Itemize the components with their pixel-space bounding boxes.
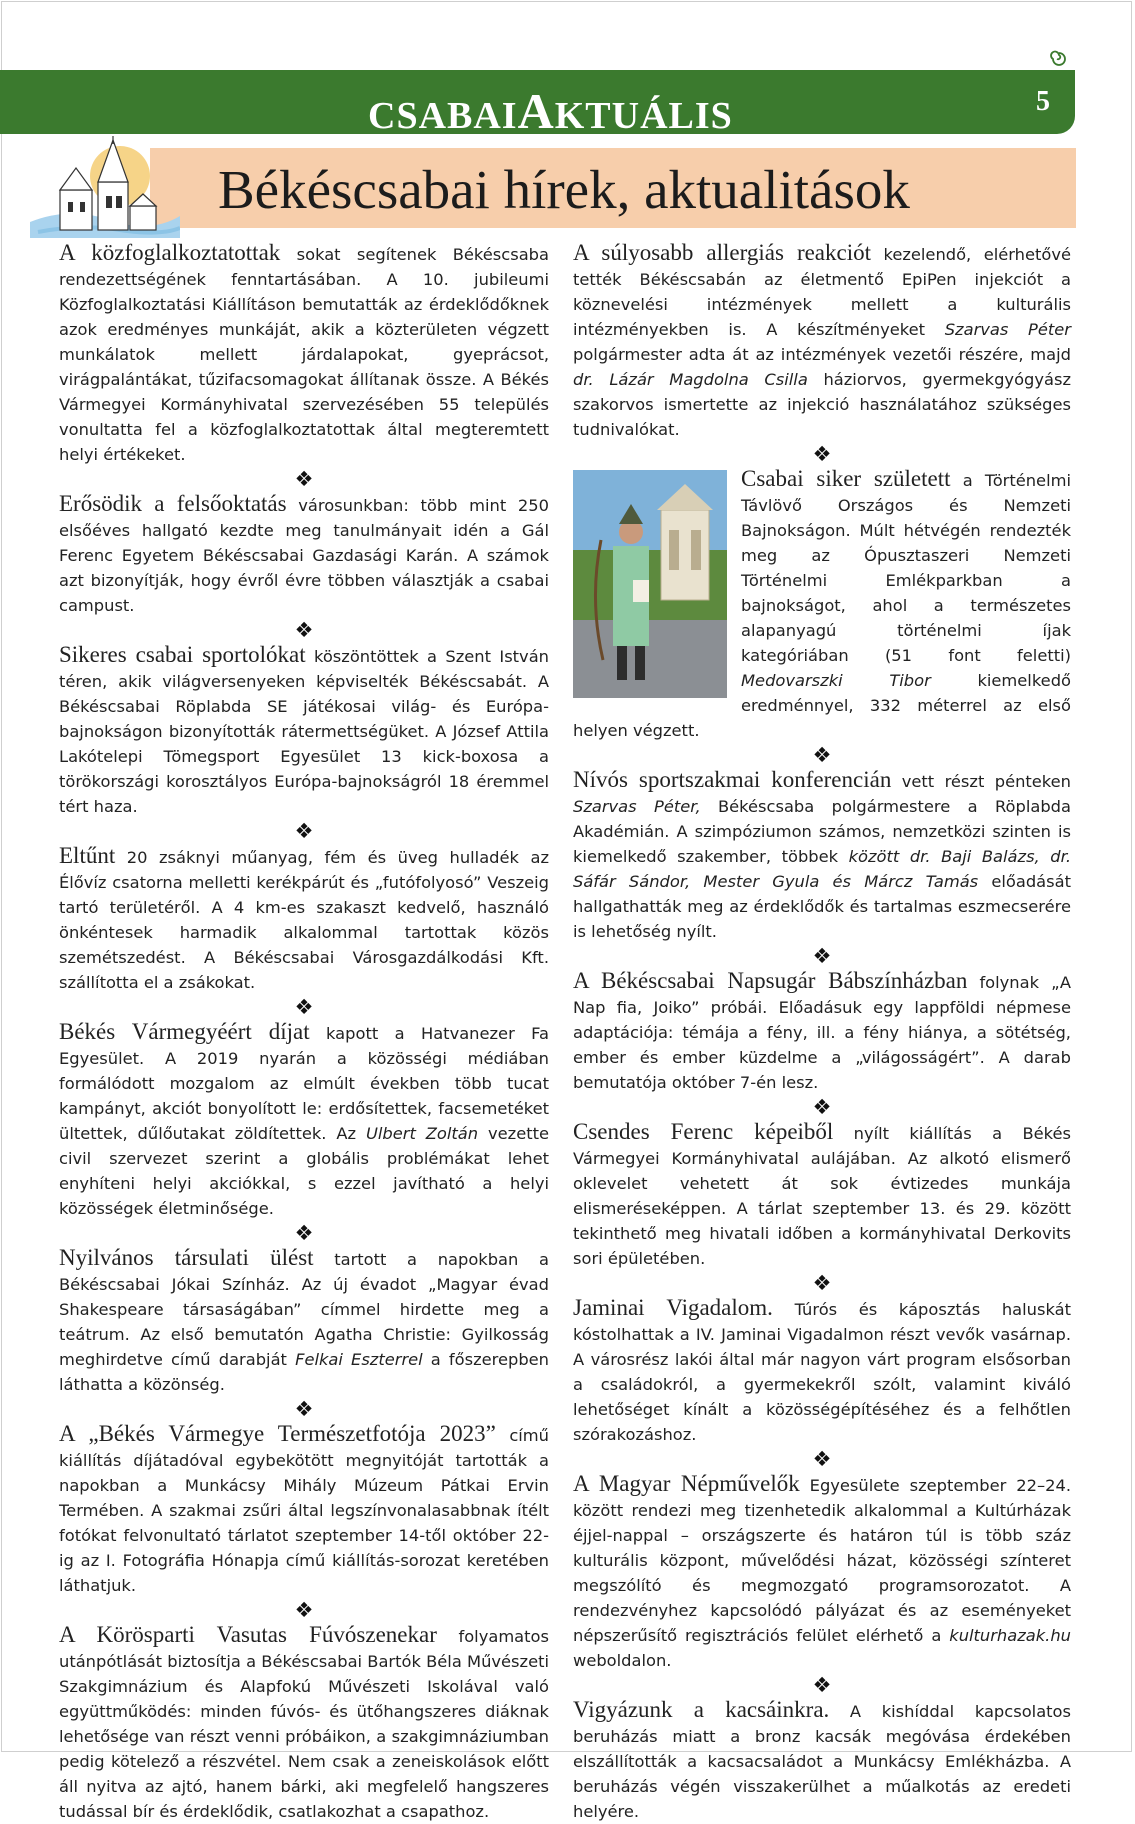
item-text: vezette civil szervezet szerint a globális problémákat lehet enyhíteni helyi akciókkal, s ezzel javítható a helyi közösségek életminősége. [59,1124,549,1218]
item-lead: A „Békés Vármegye Természetfotója 2023” [59,1421,496,1446]
item-name-italic: kulturhazak.hu [949,1626,1071,1645]
masthead-title [368,82,733,138]
item-name-italic: között dr. Baji Balázs, dr. Sáfár Sándor, Mester Gyula és Márcz Tamás [573,847,1071,891]
item-lead: Sikeres csabai sportolókat [59,642,306,667]
separator-icon: ❖ [294,1221,314,1245]
item-lead: Csabai siker született [741,466,951,491]
church-illustration-icon [30,136,180,238]
item-lead: Nyilvános társulati ülést [59,1245,314,1270]
item-text: című kiállítás díjátadóval egybekötött megnyitóját tartották a napokban a Munkácsy Mihály Múzeum Pátkai Ervin Termében. A szakmai zsűri által legszínvonalasabbnak ítélt fotókat felvonultató tárlatot szeptember 14-től október 22-ig az I. Fotográfia Hónapja című kiállítás-sorozat keretében láthatjuk. [59,1426,549,1595]
item-lead: A Magyar Népművelők [573,1471,800,1496]
item-text: a főszerepben láthatta a közönség. [59,1350,550,1394]
item-lead: A Békéscsabai Napsugár Bábszínházban [573,968,968,993]
news-item [573,767,1071,944]
news-item [573,240,1071,442]
brand-rest: KTUÁLIS [554,95,733,137]
item-text: kezelendő, elérhetővé tették Békéscsabán az életmentő EpiPen injekciót a köznevelési intézmények mellett a kulturális intézményekben is. A készítményeket [573,245,1071,339]
news-item [59,491,549,618]
item-text: 20 zsáknyi műanyag, fém és üveg hulladék az Élővíz csatorna melletti kerékpárút és „futófolyosó” Veszeig tartó területéről. A 4 km-es szakaszt kedvelő, használó önkéntesek harmadik alkalommal tartottak közös szemétszedést. A Békéscsabai Városgazdálkodási Kft. szállította el a zsákokat. [59,848,549,992]
item-text: előadását hallgathatták meg az érdeklődők és tartalmas eszmecserére is lehetőség nyílt. [573,872,1072,941]
item-name-italic: Ulbert Zoltán [365,1124,479,1143]
item-text: nyílt kiállítás a Békés Vármegyei Kormányhivatal aulájában. Az alkotó elismerő oklevelet vehetett át sok évtizedes munkája elismeréseképpen. A tárlat szeptember 13. és 29. között tekinthető meg hivatali időben a kormányhivatal Derkovits sori épületében. [573,1124,1071,1268]
news-item [59,1622,549,1824]
news-item [59,843,549,995]
item-name-italic: Felkai Eszterrel [295,1350,423,1369]
item-lead: Csendes Ferenc képeiből [573,1119,834,1144]
brand-prefix: CSABAI [368,95,518,137]
news-item [573,1471,1071,1673]
news-item [573,466,1071,743]
page-headline: Békéscsabai hírek, aktualitások [218,159,910,220]
separator-icon: ❖ [294,995,314,1019]
item-lead: Jaminai Vigadalom. [573,1295,773,1320]
item-lead: A közfoglalkoztatottak [59,240,281,265]
brand-initial: A [517,83,555,139]
item-text: A kishíddal kapcsolatos beruházás miatt a bronz kacsák megóvása érdekében elszállították a kacsacsaládot a Munkácsy Emlékházba. A beruházás végén visszakerülhet a műalkotás az eredeti helyére. [573,1702,1071,1821]
item-text: kapott a Hatvanezer Fa Egyesület. A 2019 nyarán a közösségi médiában formálódott mozgalom az elmúlt években több tucat kampányt, akciót bonyolított le: erdősítettek, facsemetéket ültettek, dűlőutakat zöldítettek. Az [59,1024,549,1143]
separator-icon: ❖ [812,442,832,466]
item-lead: Eltűnt [59,843,116,868]
item-name-italic: Medovarszki Tibor [741,671,931,690]
item-text: folyamatos utánpótlását biztosítja a Békéscsabai Bartók Béla Művészeti Szakgimnázium és Alapfokú Művészeti Iskolával való együttműködés: minden fúvós- és ütőhangszeres diáknak lehetősége van részt venni próbáikon, a szakgimnáziumban pedig kötelező a részvétel. Nem csak a zeneiskolások előtt áll nyitva az ajtó, hanem bárki, aki megfelelő hangszeres tudással bír és érdeklődik, csatlakozhat a csapathoz. [59,1627,549,1821]
item-lead: A súlyosabb allergiás reakciót [573,240,872,265]
news-item [573,1697,1071,1824]
item-text: Túrós és káposztás haluskát kóstolhattak a IV. Jaminai Vigadalmon részt vevők vasárnap. A városrész lakói által már nagyon várt program elsősorban a családokról, a gyermekekről szólt, valamint kiváló lehetőséget kínált a közösségépítéséhez és a felhőtlen szórakozáshoz. [573,1300,1071,1444]
news-item [59,240,549,467]
item-text: kiemelkedő eredménnyel, 332 méterrel az első helyen végzett. [573,671,1071,740]
news-item [573,1119,1071,1271]
news-item [59,1245,549,1397]
separator-icon: ❖ [294,1598,314,1622]
item-text: polgármester adta át az intézmények vezetői részére, majd [573,345,1071,364]
item-text: sokat segítenek Békéscsaba rendezettségének fenntartásában. A 10. jubileumi Közfoglalkoztatási Kiállításon bemutatták az érdeklődőknek azok eredményes munkáját, akik a közterületen végzett munkálatok mellett járdalapokat, gyeprácsot, virágpalántákat, tűzifacsomagokat állítanak össze. A Békés Vármegyei Kormányhivatal szervezésében 55 település vonultatta fel a közfoglalkoztatottak által megteremtett helyi értékeket. [59,245,549,464]
item-text: tartott a napokban a Békéscsabai Jókai Színház. Az új évadot „Magyar évad Shakespeare társaságában” címmel hirdette meg a teátrum. Az első bemutatón Agatha Christie: Gyilkosság meghirdetve című darabját [59,1250,549,1369]
separator-icon: ❖ [812,743,832,767]
separator-icon: ❖ [812,944,832,968]
news-item [573,1295,1071,1447]
item-lead: Vigyázunk a kacsáinkra. [573,1697,830,1722]
item-text: háziorvos, gyermekgyógyász szakorvos ismertette az injekció használatához szükséges tudnivalókat. [573,370,1071,439]
swirl-icon [1050,50,1068,68]
item-lead: Nívós sportszakmai konferencián [573,767,892,792]
archer-photo [573,470,727,698]
news-item [573,968,1071,1095]
separator-icon: ❖ [294,467,314,491]
separator-icon: ❖ [294,819,314,843]
separator-icon: ❖ [294,618,314,642]
item-name-italic: dr. Lázár Magdolna Csilla [573,370,808,389]
right-column [573,240,1071,1824]
item-text: köszöntöttek a Szent István téren, akik világversenyeken képviselték Békéscsabát. A Békéscsabai Röplabda SE játékosai világ- és Európa-bajnokságon bizonyították rátermettségüket. A József Attila Lakótelepi Tömegsport Egyesület 13 kick-boxosa a törökországi korosztályos Európa-bajnokságról 18 éremmel tért haza. [59,647,549,816]
separator-icon: ❖ [812,1447,832,1471]
item-text: a Történelmi Távlövő Országos és Nemzeti Bajnokságon. Múlt hétvégén rendezték meg az Ópusztaszeri Nemzeti Történelmi Emlékparkban a bajnokságot, ahol a természetes alapanyagú történelmi íjak kategóriában (51 font feletti) [741,471,1071,665]
item-text: Békéscsaba polgármestere a Röplabda Akadémián. A szimpóziumon számos, nemzetközi szinten is kiemelkedő szakember, többek [573,797,1071,866]
separator-icon: ❖ [812,1673,832,1697]
item-lead: Békés Vármegyéért díjat [59,1019,310,1044]
item-name-italic: Szarvas Péter, [573,797,701,816]
left-column [59,240,549,1824]
item-lead: A Körösparti Vasutas Fúvószenekar [59,1622,437,1647]
separator-icon: ❖ [812,1095,832,1119]
item-text: folynak „A Nap fia, Joiko” próbái. Előadásuk egy lappföldi népmese adaptációja: témája a fény, ill. a fény hiánya, a sötétség, ember és ember küzdelme a „világosságért”. A darab bemutatója október 7-én lesz. [573,973,1071,1092]
separator-icon: ❖ [812,1271,832,1295]
news-item [59,1019,549,1221]
separator-icon: ❖ [294,1397,314,1421]
news-item [59,1421,549,1598]
item-lead: Erősödik a felsőoktatás [59,491,287,516]
item-text: vett részt pénteken [891,772,1071,791]
item-text: Egyesülete szeptember 22–24. között rendezi meg tizenhetedik alkalommal a Kultúrházak éjjel-nappal – országszerte és határon túl is több száz kulturális központ, művelődési házat, közösségi színteret megszólító és megmozgató programsorozatot. A rendezvényhez kapcsolódó pályázat és az eseményeket népszerűsítő regisztrációs felület elérhető a [573,1476,1071,1645]
news-item [59,642,549,819]
page-number: 5 [1036,86,1050,117]
item-text: weboldalon. [573,1651,672,1670]
item-text: városunkban: több mint 250 elsőéves hallgató kezdte meg tanulmányait idén a Gál Ferenc Egyetem Békéscsabai Gazdasági Karán. A számok azt bizonyítják, hogy évről évre többen választják a csabai campust. [59,496,549,615]
item-name-italic: Szarvas Péter [944,320,1071,339]
